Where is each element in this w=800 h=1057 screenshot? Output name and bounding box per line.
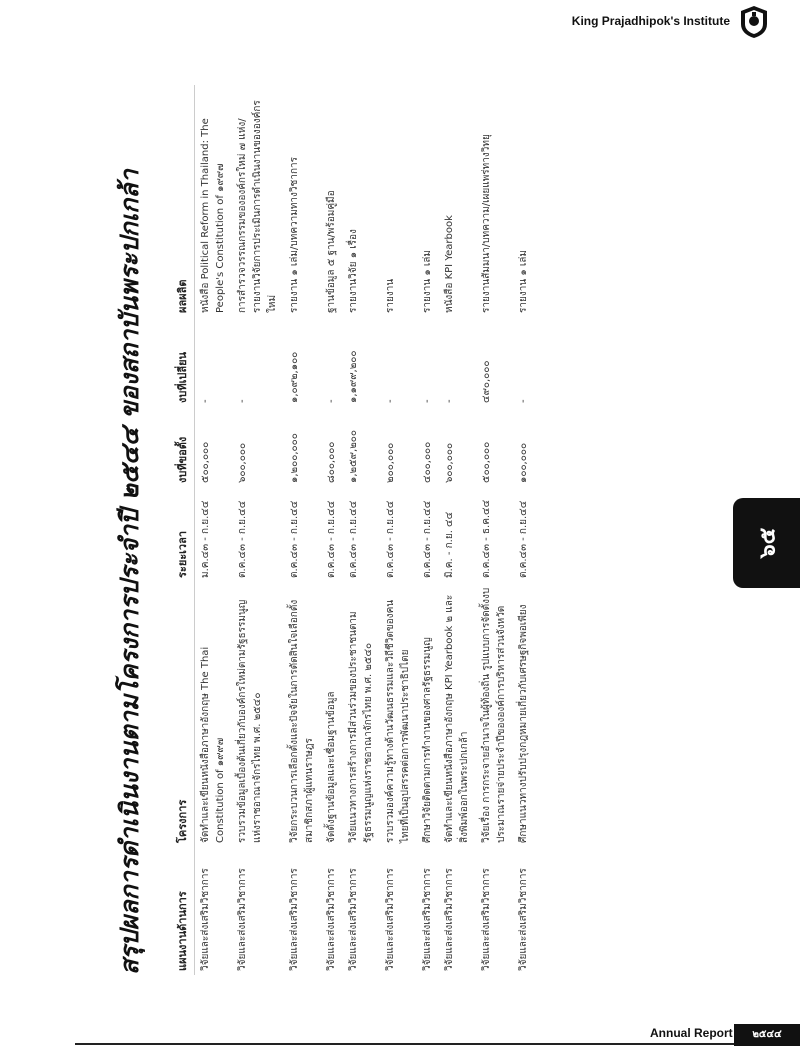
- cell-budget: ๕๐๐,๐๐๐: [481, 441, 492, 483]
- summary-table: [170, 85, 535, 975]
- cell-period: ม.ค.๔๓ - ก.ย.๔๔: [200, 500, 211, 578]
- cell-plan: วิจัยและส่งเสริมวิชาการ: [289, 868, 300, 971]
- header-project: โครงการ: [170, 582, 195, 847]
- cell-period: ต.ค.๔๓ - ก.ย.๔๔: [422, 500, 433, 578]
- cell-project: ศึกษาวิจัยติดตามการทำงานของศาลรัฐธรรมนูญ: [422, 637, 433, 843]
- cell-budget: ๖๐๐,๐๐๐: [444, 442, 455, 483]
- table-row: [439, 85, 476, 975]
- cell-output: รายงาน ๑ เล่ม: [422, 249, 433, 313]
- table-row: [417, 85, 439, 975]
- cell-output: หนังสือ KPI Yearbook: [444, 215, 455, 313]
- cell-period: ต.ค.๔๓ - ก.ย.๔๔: [289, 500, 300, 578]
- header-plan: แผนงานด้านการ: [170, 847, 195, 975]
- cell-changed: ๔๙๐,๐๐๐: [481, 360, 492, 403]
- cell-output: หนังสือ Political Reform in Thailand: The People's Constitution of ๑๙๙๗: [200, 118, 226, 313]
- table-row: [284, 85, 321, 975]
- cell-project: จัดทำและเขียนหนังสือภาษาอังกฤษ KPI Yearbook ๒ และสิ่งพิมพ์ออกในพระปกเกล้า: [444, 594, 470, 843]
- cell-changed: -: [200, 399, 211, 403]
- header-changed-budget: งบที่เปลี่ยน: [170, 317, 195, 407]
- page-number-badge: [733, 498, 800, 588]
- cell-plan: วิจัยและส่งเสริมวิชาการ: [481, 868, 492, 971]
- cell-project: ศึกษาแนวทางปรับปรุงกฎหมายเกี่ยวกับเศรษฐกิจพอเพียง: [518, 604, 529, 843]
- cell-changed: -: [444, 399, 455, 403]
- table-row: [232, 85, 284, 975]
- cell-project: รวบรวมองค์ความรู้ทางด้านวัฒนธรรมและวิถีชีวิตของคนไทยที่เป็นอุปสรรคต่อการพัฒนาประชาธิปไตย: [385, 599, 411, 843]
- cell-output: รายงาน: [385, 278, 396, 313]
- cell-plan: วิจัยและส่งเสริมวิชาการ: [385, 868, 396, 971]
- header-budget: งบที่ขอตั้ง: [170, 407, 195, 487]
- cell-budget: ๖๐๐,๐๐๐: [237, 442, 248, 483]
- cell-period: ต.ค.๔๓ - ก.ย.๔๔: [326, 500, 337, 578]
- cell-changed: -: [422, 399, 433, 403]
- cell-budget: ๑,๒๐๐,๐๐๐: [289, 433, 300, 483]
- cell-period: ต.ค.๔๓ - ก.ย.๔๔: [518, 500, 529, 578]
- cell-output: รายงาน ๑ เล่ม/บทความทางวิชาการ: [289, 157, 300, 313]
- cell-period: ต.ค.๔๓ - ก.ย.๔๔: [348, 500, 359, 578]
- cell-output: รายงานสัมมนา/บทความ/เผยแพร่ทางวิทยุ: [481, 134, 492, 313]
- cell-budget: ๑๐๐,๐๐๐: [518, 442, 529, 483]
- cell-plan: วิจัยและส่งเสริมวิชาการ: [348, 868, 359, 971]
- cell-changed: ๑,๑๙๙,๒๐๐: [348, 350, 359, 403]
- cell-changed: -: [237, 399, 248, 403]
- cell-budget: ๘๐๐,๐๐๐: [326, 441, 337, 483]
- header-period: ระยะเวลา: [170, 487, 195, 582]
- table-row: [343, 85, 380, 975]
- cell-output: การสำรวจวรรณกรรมขององค์กรใหม่ ๗ แห่ง/รายงานวิจัยการประเมินการดำเนินงานขององค์กรใหม่: [237, 100, 278, 313]
- cell-plan: วิจัยและส่งเสริมวิชาการ: [237, 868, 248, 971]
- cell-project: จัดตั้งฐานข้อมูลและเชื่อมฐานข้อมูล: [326, 691, 337, 843]
- footer-year: ๒๕๔๔: [734, 1024, 800, 1046]
- cell-project: วิจัยแนวทางการสร้างการมีส่วนร่วมของประชาชนตามรัฐธรรมนูญแห่งราชอาณาจักรไทย พ.ศ. ๒๕๔๐: [348, 611, 374, 843]
- cell-period: ต.ค.๔๓ - ก.ย.๔๔: [385, 500, 396, 578]
- kpi-crest-icon: [738, 4, 770, 40]
- cell-output: รายงาน ๑ เล่ม: [518, 249, 529, 313]
- cell-period: ต.ค.๔๓ - ก.ย.๔๔: [237, 500, 248, 578]
- cell-budget: ๔๐๐,๐๐๐: [422, 441, 433, 483]
- cell-changed: -: [518, 399, 529, 403]
- cell-project: จัดทำและเขียนหนังสือภาษาอังกฤษ The Thai Constitution of ๑๙๙๗: [200, 646, 226, 843]
- cell-project: รวบรวมข้อมูลเบื้องต้นเกี่ยวกับองค์กรใหม่ตามรัฐธรรมนูญแห่งราชอาณาจักรไทย พ.ศ. ๒๕๔๐: [237, 599, 263, 843]
- table-row: [321, 85, 343, 975]
- cell-period: มิ.ค. - ก.ย. ๔๔: [444, 511, 455, 578]
- cell-period: ต.ค.๔๓ - ธ.ค.๔๔: [481, 499, 492, 578]
- cell-output: รายงานวิจัย ๑ เรื่อง: [348, 229, 359, 313]
- cell-output: ฐานข้อมูล ๕ ฐาน/พร้อมคู่มือ: [326, 190, 337, 313]
- footer-label: Annual Report: [650, 1026, 733, 1040]
- table-row: [513, 85, 535, 975]
- page-number: ๖๕: [755, 527, 780, 559]
- cell-budget: ๕๐๐,๐๐๐: [200, 441, 211, 483]
- header-output: ผลผลิต: [170, 85, 195, 317]
- cell-plan: วิจัยและส่งเสริมวิชาการ: [422, 868, 433, 971]
- cell-project: วิจัยเรื่อง การกระจายอำนาจในผู้ท้องถิ่น รูปแบบการจัดตั้งงบประมาณรายจ่ายประจำปีขององค์การบริหารส่วนจังหวัด: [481, 587, 507, 843]
- table-row: [380, 85, 417, 975]
- cell-plan: วิจัยและส่งเสริมวิชาการ: [200, 868, 211, 971]
- cell-budget: ๒๐๐,๐๐๐: [385, 442, 396, 483]
- institute-name: King Prajadhipok's Institute: [571, 14, 730, 28]
- cell-changed: ๑,๐๙๒,๑๐๐: [289, 351, 300, 403]
- rotated-content: [100, 85, 730, 975]
- cell-changed: -: [326, 399, 337, 403]
- cell-changed: -: [385, 399, 396, 403]
- table-row: [195, 85, 233, 975]
- cell-budget: ๑,๒๕๙,๒๐๐: [348, 430, 359, 483]
- table-header-row: [170, 85, 195, 975]
- cell-project: วิจัยกระบวนการเลือกตั้งและปัจจัยในการตัดสินใจเลือกตั้งสมาชิกสภาผู้แทนราษฎร: [289, 599, 315, 843]
- cell-plan: วิจัยและส่งเสริมวิชาการ: [518, 868, 529, 971]
- table-row: [476, 85, 513, 975]
- cell-plan: วิจัยและส่งเสริมวิชาการ: [326, 868, 337, 971]
- footer-divider: [75, 1043, 735, 1045]
- cell-plan: วิจัยและส่งเสริมวิชาการ: [444, 868, 455, 971]
- page-title: สรุปผลการดำเนินงานตามโครงการประจำปี ๒๕๔๔ ของสถาบันพระปกเกล้า: [115, 169, 144, 975]
